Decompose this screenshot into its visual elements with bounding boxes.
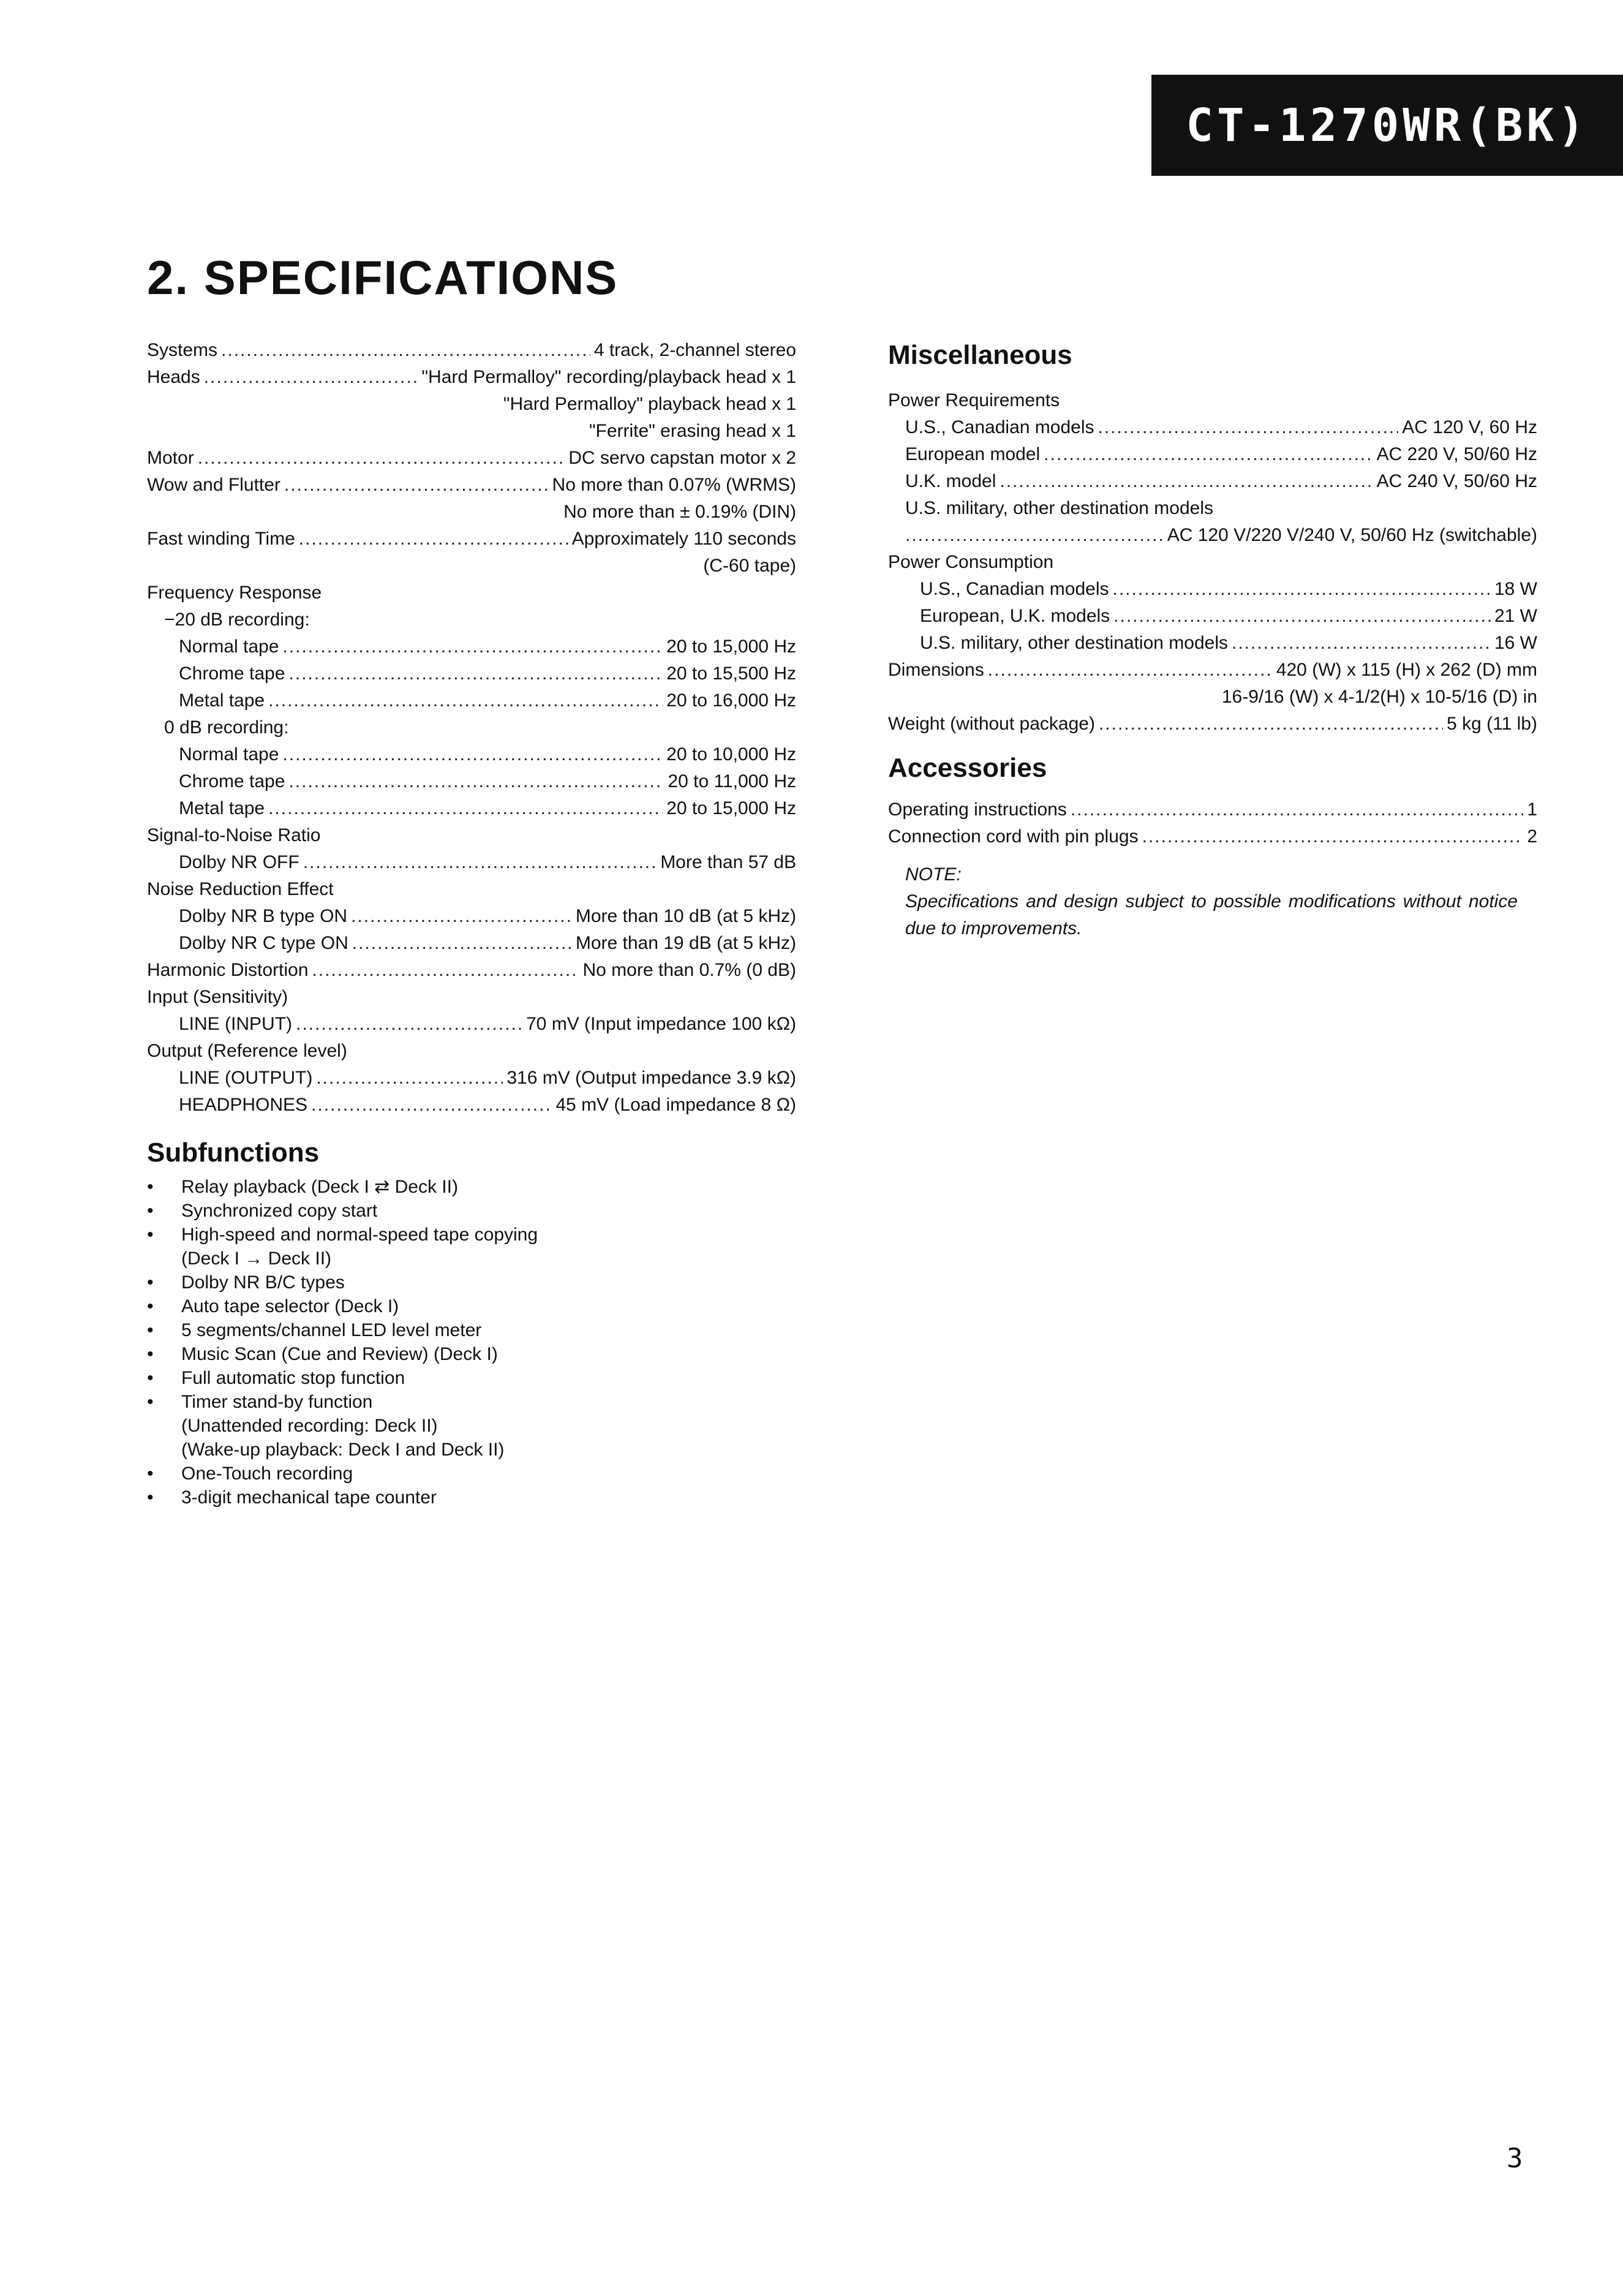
accessory-row: Operating instructions ..... 1	[888, 796, 1537, 823]
list-item: • Relay playback (Deck I ⇄ Deck II)	[147, 1177, 458, 1197]
spec-output-row: HEADPHONES ..... 45 mV (Load impedance 8 Ω)	[147, 1092, 796, 1119]
list-item: • 5 segments/channel LED level meter	[147, 1320, 482, 1340]
spec-consumption-row: U.S., Canadian models ..... 18 W	[888, 576, 1537, 603]
spec-nr-row: Dolby NR B type ON ..... More than 10 dB (at 5 kHz)	[147, 903, 796, 930]
spec-power-consumption: Power Consumption	[888, 552, 1054, 572]
spec-harmonic-distortion: Harmonic Distortion ..... No more than 0.7% (0 dB)	[147, 957, 796, 984]
list-item: • 3-digit mechanical tape counter	[147, 1487, 437, 1508]
spec-power-military-row: ..... AC 120 V/220 V/240 V, 50/60 Hz (switchable)	[888, 522, 1537, 549]
spec-systems: Systems ..... 4 track, 2-channel stereo	[147, 337, 796, 364]
spec-freq-row: Metal tape ..... 20 to 15,000 Hz	[147, 795, 796, 822]
spec-consumption-row: European, U.K. models ..... 21 W	[888, 603, 1537, 630]
specifications-column	[147, 337, 796, 1509]
spec-freq-subheading: −20 dB recording:	[164, 610, 310, 630]
spec-consumption-row: U.S. military, other destination models ..... 16 W	[888, 630, 1537, 657]
spec-heads-extra: "Hard Permalloy" playback head x 1	[503, 394, 796, 414]
spec-snr: Signal-to-Noise Ratio	[147, 825, 321, 845]
spec-dimensions: Dimensions ..... 420 (W) x 115 (H) x 262 (D) mm	[888, 657, 1537, 684]
note-heading: NOTE:	[905, 864, 962, 885]
spec-power-row: U.S., Canadian models ..... AC 120 V, 60 Hz	[888, 414, 1537, 441]
spec-weight: Weight (without package) ..... 5 kg (11 lb)	[888, 711, 1537, 738]
accessory-row: Connection cord with pin plugs ..... 2	[888, 823, 1537, 850]
list-item: • Music Scan (Cue and Review) (Deck I)	[147, 1344, 498, 1364]
spec-fast-winding-extra: (C-60 tape)	[703, 556, 796, 576]
spec-freq-row: Normal tape ..... 20 to 10,000 Hz	[147, 741, 796, 768]
page-number: 3	[1507, 2143, 1523, 2174]
subfunctions-heading: Subfunctions	[147, 1138, 320, 1168]
spec-power-row: U.K. model ..... AC 240 V, 50/60 Hz	[888, 468, 1537, 495]
spec-nr-row: Dolby NR C type ON ..... More than 19 dB (at 5 kHz)	[147, 930, 796, 957]
spec-freq-row: Chrome tape ..... 20 to 15,500 Hz	[147, 660, 796, 687]
spec-heads-extra: "Ferrite" erasing head x 1	[589, 421, 796, 441]
spec-input: Input (Sensitivity)	[147, 987, 288, 1007]
list-item: • One-Touch recording	[147, 1463, 353, 1484]
spec-wow-flutter: Wow and Flutter ..... No more than 0.07% (WRMS)	[147, 472, 796, 499]
subfunctions-list	[147, 1175, 796, 1509]
spec-noise-reduction: Noise Reduction Effect	[147, 879, 334, 899]
spec-freq-subheading: 0 dB recording:	[164, 717, 289, 738]
list-item: • Dolby NR B/C types	[147, 1272, 345, 1293]
spec-freq-row: Chrome tape ..... 20 to 11,000 Hz	[147, 768, 796, 795]
spec-freq-row: Normal tape ..... 20 to 15,000 Hz	[147, 633, 796, 660]
spec-freq-row: Metal tape ..... 20 to 16,000 Hz	[147, 687, 796, 714]
list-item: • Timer stand-by function (Unattended recording: Deck II) (Wake-up playback: Deck I and Deck II)	[147, 1392, 505, 1460]
spec-motor: Motor ..... DC servo capstan motor x 2	[147, 445, 796, 472]
list-item: • Auto tape selector (Deck I)	[147, 1296, 399, 1316]
spec-power-row: European model ..... AC 220 V, 50/60 Hz	[888, 441, 1537, 468]
note-text: Specifications and design subject to possible modifications without notice due to improvements.	[905, 891, 1518, 938]
list-item: • Full automatic stop function	[147, 1368, 405, 1388]
miscellaneous-heading: Miscellaneous	[888, 340, 1072, 370]
accessories-heading: Accessories	[888, 753, 1047, 783]
page-title: 2. SPECIFICATIONS	[147, 251, 619, 304]
spec-power-requirements: Power Requirements	[888, 390, 1060, 410]
spec-dimensions-extra: 16-9/16 (W) x 4-1/2(H) x 10-5/16 (D) in	[1221, 687, 1537, 707]
spec-snr-row: Dolby NR OFF ..... More than 57 dB	[147, 849, 796, 876]
spec-power-military-label: U.S. military, other destination models	[905, 498, 1213, 518]
model-number-banner: CT-1270WR(BK)	[1151, 75, 1623, 176]
miscellaneous-column	[888, 337, 1537, 942]
list-item: • High-speed and normal-speed tape copying (Deck I → Deck II)	[147, 1225, 538, 1269]
spec-fast-winding: Fast winding Time ..... Approximately 110 seconds	[147, 526, 796, 553]
spec-input-row: LINE (INPUT) ..... 70 mV (Input impedance 100 kΩ)	[147, 1011, 796, 1038]
spec-heads: Heads ..... "Hard Permalloy" recording/playback head x 1	[147, 364, 796, 391]
spec-frequency-response: Frequency Response	[147, 583, 322, 603]
spec-output-row: LINE (OUTPUT) ..... 316 mV (Output impedance 3.9 kΩ)	[147, 1065, 796, 1092]
spec-wow-flutter-extra: No more than ± 0.19% (DIN)	[563, 502, 796, 522]
list-item: • Synchronized copy start	[147, 1201, 378, 1221]
spec-output: Output (Reference level)	[147, 1041, 347, 1061]
